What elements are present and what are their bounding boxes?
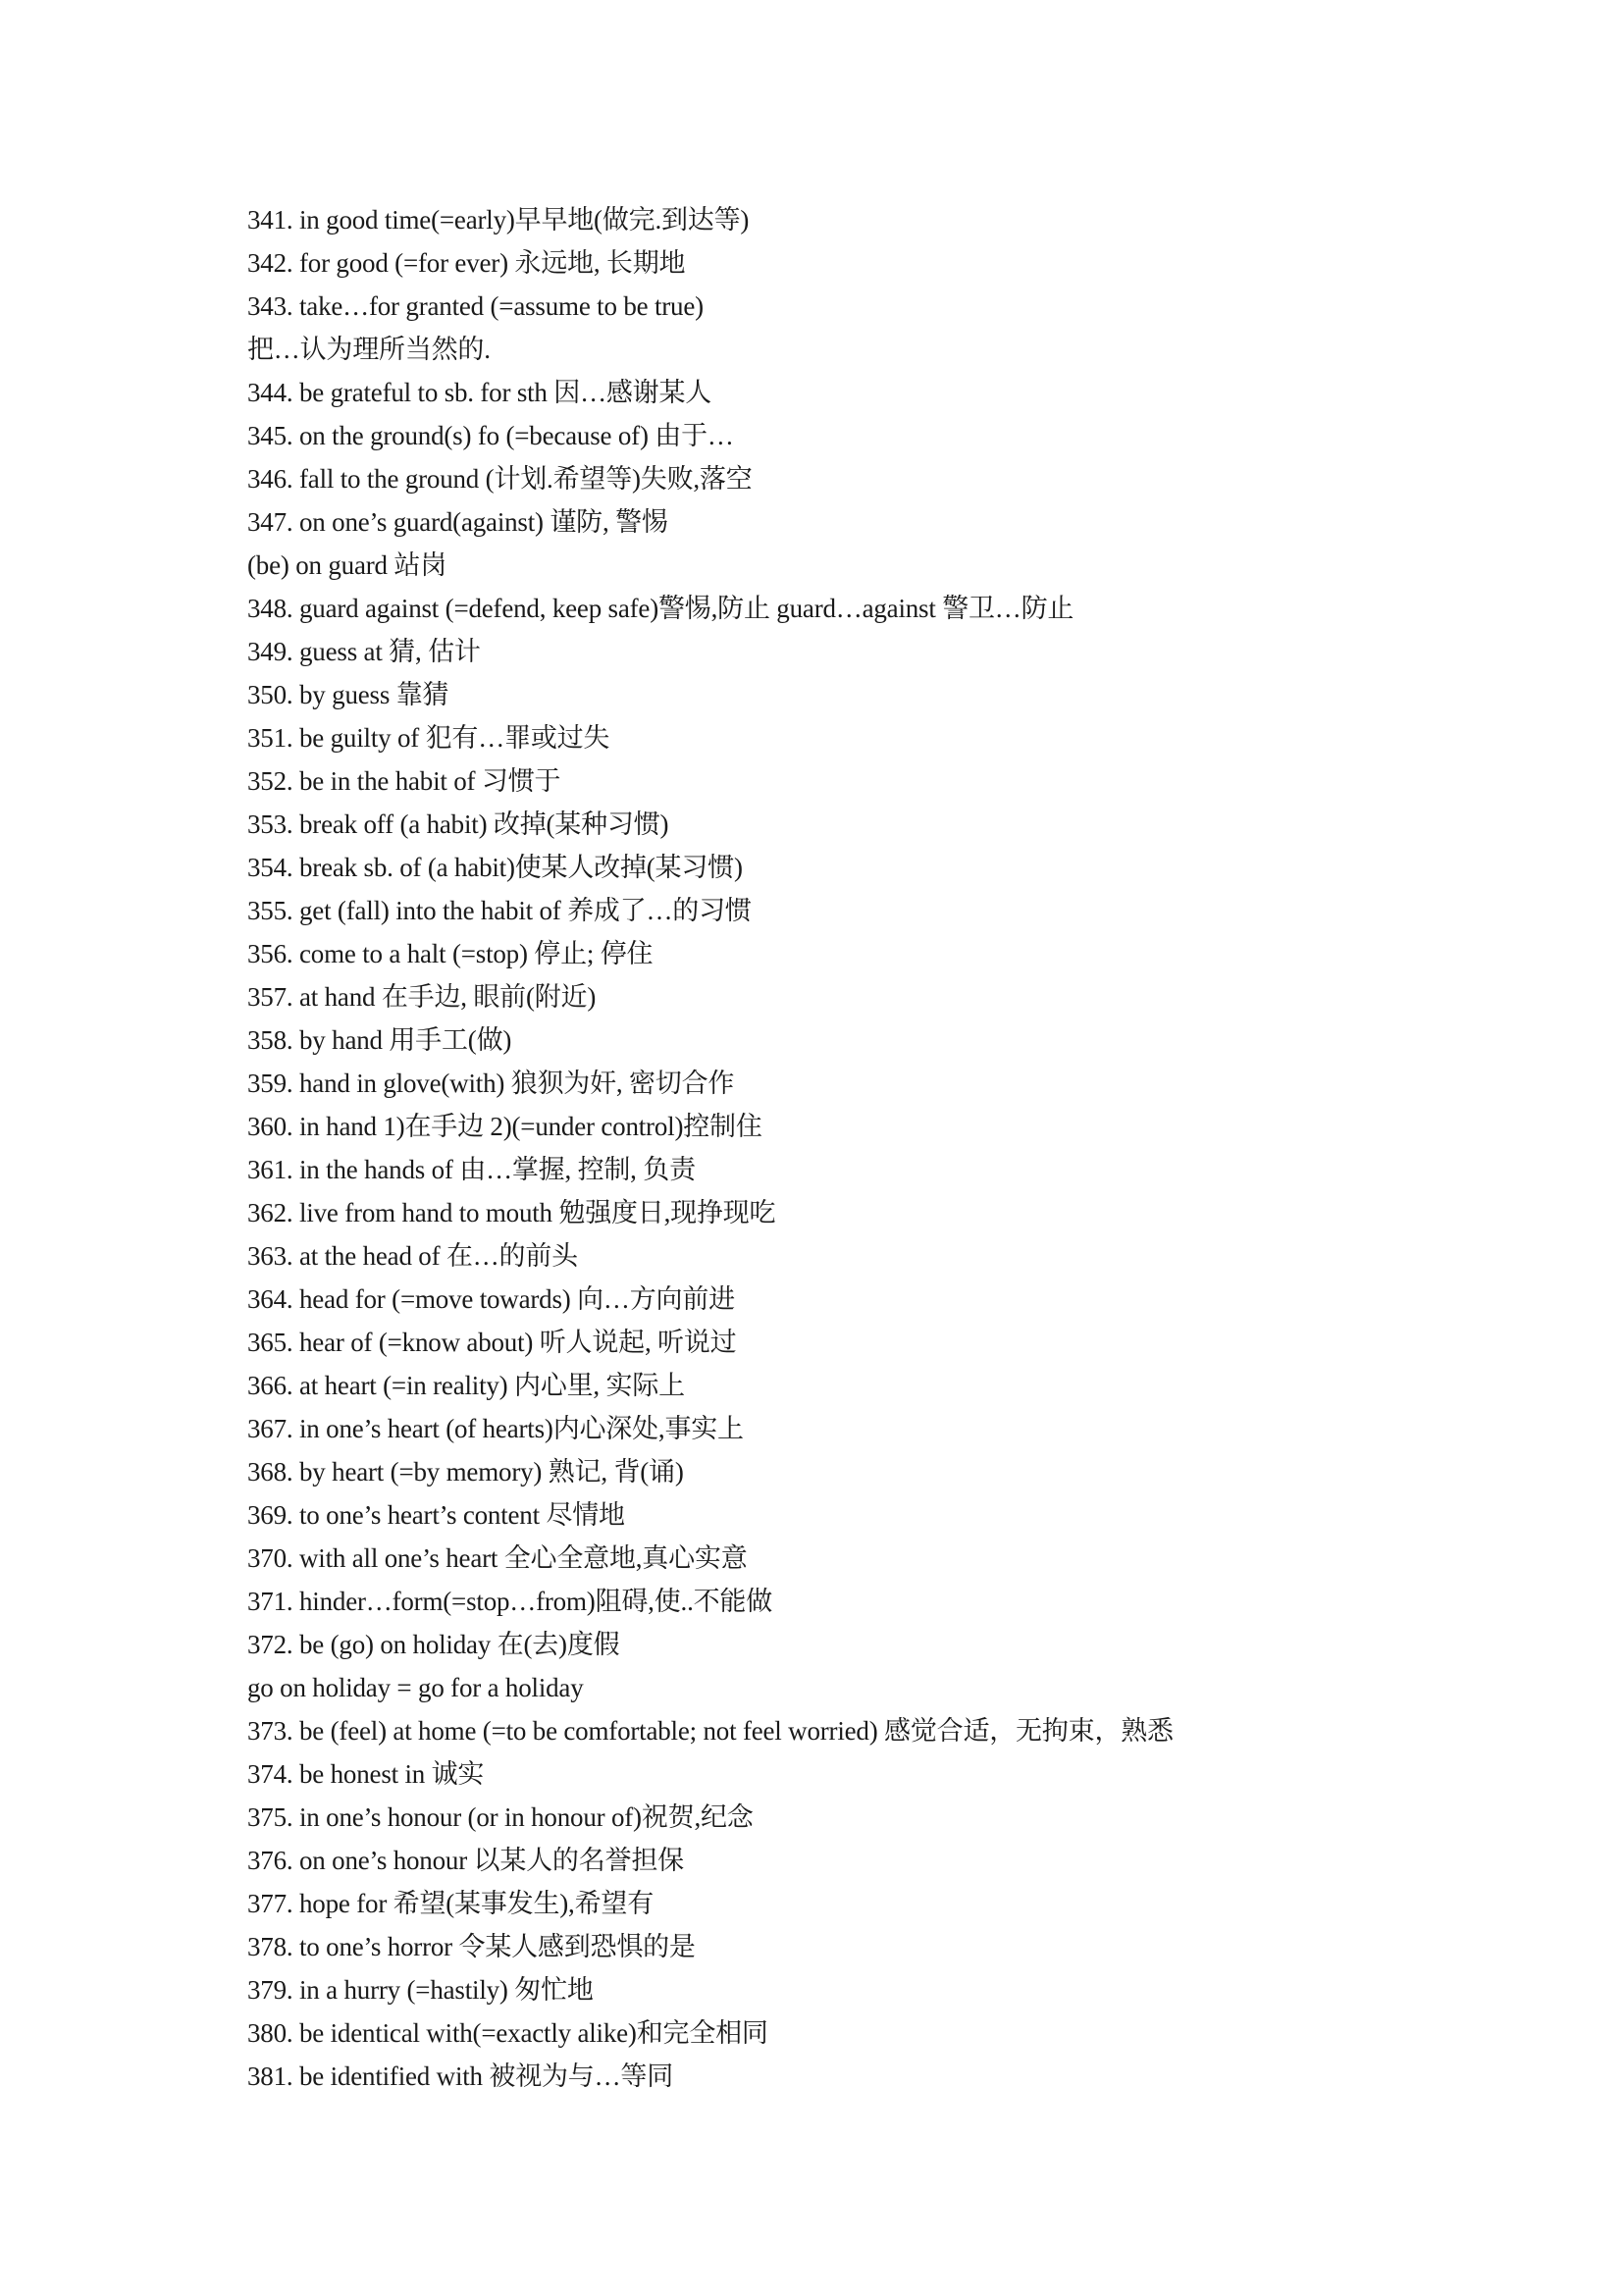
- phrase-line-350: 350. by guess 靠猜: [247, 680, 449, 709]
- phrase-line-372: 372. be (go) on holiday 在(去)度假: [247, 1630, 620, 1659]
- phrase-line-362: 362. live from hand to mouth 勉强度日,现挣现吃: [247, 1198, 776, 1227]
- phrase-line-363: 363. at the head of 在…的前头: [247, 1241, 578, 1271]
- phrase-line-370: 370. with all one’s heart 全心全意地,真心实意: [247, 1543, 748, 1573]
- phrase-line-358: 358. by hand 用手工(做): [247, 1025, 512, 1055]
- phrase-line-345: 345. on the ground(s) fo (=because of) 由于…: [247, 421, 734, 450]
- phrase-line-359: 359. hand in glove(with) 狼狈为奸, 密切合作: [247, 1069, 735, 1098]
- phrase-line-372-sub: go on holiday = go for a holiday: [247, 1673, 584, 1702]
- phrase-line-380: 380. be identical with(=exactly alike)和完全相同: [247, 2018, 768, 2048]
- phrase-line-343: 343. take…for granted (=assume to be true): [247, 291, 704, 321]
- phrase-line-355: 355. get (fall) into the habit of 养成了…的习惯: [247, 896, 752, 925]
- phrase-line-368: 368. by heart (=by memory) 熟记, 背(诵): [247, 1457, 684, 1487]
- phrase-line-378: 378. to one’s horror 令某人感到恐惧的是: [247, 1932, 696, 1961]
- phrase-line-353: 353. break off (a habit) 改掉(某种习惯): [247, 809, 669, 839]
- phrase-line-351: 351. be guilty of 犯有…罪或过失: [247, 723, 610, 753]
- phrase-line-357: 357. at hand 在手边, 眼前(附近): [247, 982, 597, 1012]
- phrase-line-347-sub: (be) on guard 站岗: [247, 550, 446, 580]
- phrase-line-373: 373. be (feel) at home (=to be comfortable; not feel worried) 感觉合适，无拘束，熟悉: [247, 1716, 1174, 1746]
- phrase-line-364: 364. head for (=move towards) 向…方向前进: [247, 1284, 735, 1314]
- phrase-line-361: 361. in the hands of 由…掌握, 控制, 负责: [247, 1155, 696, 1184]
- phrase-line-369: 369. to one’s heart’s content 尽情地: [247, 1500, 625, 1530]
- phrase-line-376: 376. on one’s honour 以某人的名誉担保: [247, 1846, 684, 1875]
- phrase-line-379: 379. in a hurry (=hastily) 匆忙地: [247, 1975, 594, 2005]
- phrase-line-344: 344. be grateful to sb. for sth 因…感谢某人: [247, 378, 712, 407]
- phrase-line-356: 356. come to a halt (=stop) 停止; 停住: [247, 939, 654, 968]
- phrase-line-365: 365. hear of (=know about) 听人说起, 听说过: [247, 1328, 737, 1357]
- phrase-line-346: 346. fall to the ground (计划.希望等)失败,落空: [247, 464, 753, 494]
- phrase-line-377: 377. hope for 希望(某事发生),希望有: [247, 1889, 654, 1918]
- phrase-line-352: 352. be in the habit of 习惯于: [247, 766, 561, 796]
- phrase-line-347: 347. on one’s guard(against) 谨防, 警惕: [247, 507, 668, 537]
- phrase-line-367: 367. in one’s heart (of hearts)内心深处,事实上: [247, 1414, 744, 1443]
- phrase-line-375: 375. in one’s honour (or in honour of)祝贺,纪念: [247, 1802, 754, 1832]
- phrase-line-354: 354. break sb. of (a habit)使某人改掉(某习惯): [247, 853, 743, 882]
- phrase-line-381: 381. be identified with 被视为与…等同: [247, 2061, 673, 2091]
- phrase-line-342: 342. for good (=for ever) 永远地, 长期地: [247, 248, 686, 278]
- phrase-line-374: 374. be honest in 诚实: [247, 1759, 485, 1789]
- phrase-list: [247, 198, 1562, 2098]
- phrase-line-371: 371. hinder…form(=stop…from)阻碍,使..不能做: [247, 1587, 773, 1616]
- phrase-line-349: 349. guess at 猜, 估计: [247, 637, 481, 666]
- phrase-line-360: 360. in hand 1)在手边 2)(=under control)控制住: [247, 1112, 762, 1141]
- phrase-line-343-continued: 把…认为理所当然的.: [247, 335, 491, 364]
- phrase-line-366: 366. at heart (=in reality) 内心里, 实际上: [247, 1371, 685, 1400]
- phrase-line-348: 348. guard against (=defend, keep safe)警惕,防止 guard…against 警卫…防止: [247, 594, 1074, 623]
- phrase-line-341: 341. in good time(=early)早早地(做完.到达等): [247, 205, 750, 235]
